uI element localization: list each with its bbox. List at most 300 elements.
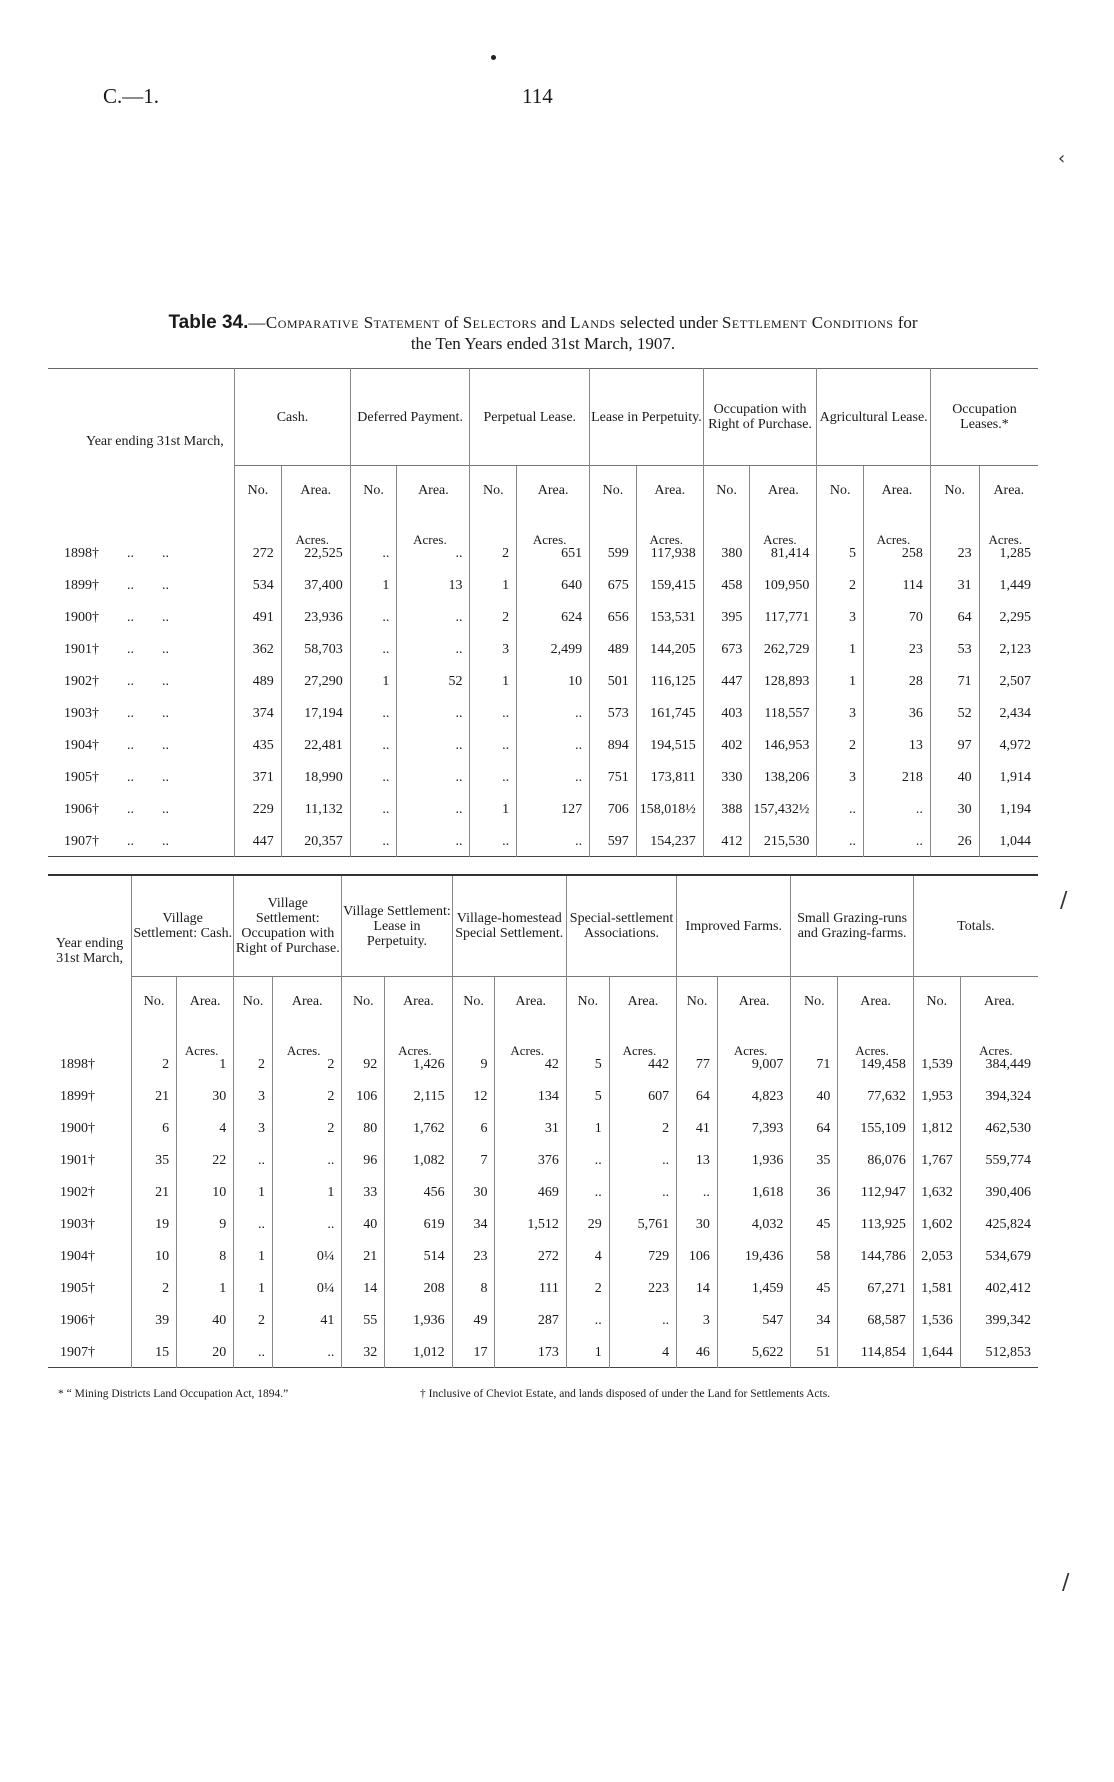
- year-header: Year ending 31st March,: [55, 935, 124, 966]
- cell-no: [452, 1079, 495, 1111]
- cell-value: 1: [219, 1057, 227, 1072]
- cell-area: [609, 1079, 676, 1111]
- cell-value: 55: [363, 1313, 378, 1328]
- cell-area: [609, 1111, 676, 1143]
- cell-value: 489: [607, 642, 629, 657]
- cell-no: [132, 1303, 177, 1335]
- table-row: [48, 1207, 1038, 1239]
- table-row: [48, 728, 1038, 760]
- cell-value: ..: [575, 706, 583, 721]
- cell-no: [452, 1335, 495, 1367]
- cell-value: ..: [575, 738, 583, 753]
- cell-value: 42: [544, 1057, 559, 1072]
- cell-value: 1: [594, 1121, 602, 1136]
- year-cell: [48, 1271, 132, 1303]
- cell-no: [132, 1239, 177, 1271]
- cell-value: 1,285: [999, 546, 1031, 561]
- cell-value: 117,938: [650, 546, 696, 561]
- year-label: 1901†: [64, 642, 99, 657]
- cell-area: [281, 792, 350, 824]
- cell-area: [750, 664, 817, 696]
- cell-value: 4: [594, 1249, 602, 1264]
- cell-area: [979, 632, 1038, 664]
- cell-area: [636, 514, 703, 568]
- cell-value: 1,618: [751, 1185, 784, 1200]
- title-part: for: [893, 313, 918, 332]
- cell-value: 49: [473, 1313, 488, 1328]
- cell-value: 22: [212, 1153, 227, 1168]
- cell-value: 388: [721, 802, 743, 817]
- cell-value: 19,436: [744, 1249, 784, 1264]
- cell-area: [609, 1143, 676, 1175]
- leader-dots: .. ..: [99, 770, 169, 785]
- unit-label: Acres.: [398, 1043, 432, 1058]
- year-label: 1903†: [64, 706, 99, 721]
- cell-no: [452, 1025, 495, 1079]
- cell-value: ..: [258, 1153, 265, 1168]
- cell-no: [913, 1079, 960, 1111]
- cell-value: 58,703: [304, 642, 343, 657]
- cell-value: 14: [363, 1281, 378, 1296]
- column-header-area: Area.: [838, 977, 914, 1026]
- cell-value: 2: [162, 1057, 170, 1072]
- year-label: 1898†: [64, 546, 99, 561]
- cell-area: [750, 792, 817, 824]
- unit-label: Acres.: [510, 1043, 544, 1058]
- year-cell: [48, 1175, 132, 1207]
- cell-value: 2,434: [999, 706, 1031, 721]
- year-label: 1900†: [60, 1121, 95, 1136]
- cell-no: [791, 1303, 838, 1335]
- title-line-2: the Ten Years ended 31st March, 1907.: [410, 334, 676, 353]
- table-row: [48, 696, 1038, 728]
- cell-no: [703, 600, 750, 632]
- cell-area: [717, 1111, 790, 1143]
- cell-value: 36: [908, 706, 923, 721]
- cell-value: 109,950: [763, 578, 810, 593]
- cell-value: 751: [607, 770, 629, 785]
- cell-value: ..: [382, 610, 390, 625]
- cell-no: [703, 632, 750, 664]
- cell-area: [495, 1239, 566, 1271]
- cell-value: 1,194: [999, 802, 1031, 817]
- cell-area: [979, 824, 1038, 856]
- cell-value: 19: [155, 1217, 170, 1232]
- column-group-header: Village Settlement: Occupation with Right of Purchase.: [234, 875, 342, 977]
- cell-area: [273, 1303, 342, 1335]
- column-header-no: No.: [566, 977, 609, 1026]
- cell-value: ..: [662, 1153, 670, 1168]
- cell-area: [838, 1025, 914, 1079]
- table-lower: [48, 874, 1038, 1368]
- cell-area: [863, 792, 930, 824]
- cell-value: 117,771: [764, 610, 810, 625]
- cell-value: 118,557: [764, 706, 810, 721]
- cell-area: [960, 1143, 1038, 1175]
- cell-value: 159,415: [650, 578, 696, 593]
- unit-label: Acres.: [413, 532, 447, 547]
- cell-value: 1,936: [413, 1313, 445, 1328]
- year-label: 1902†: [64, 674, 99, 689]
- cell-value: 58: [816, 1249, 831, 1264]
- cell-value: 17,194: [304, 706, 343, 721]
- cell-value: 9: [480, 1057, 488, 1072]
- cell-no: [470, 792, 517, 824]
- cell-no: [350, 632, 397, 664]
- cell-value: ..: [258, 1344, 265, 1360]
- cell-area: [960, 1111, 1038, 1143]
- cell-value: ..: [258, 1217, 265, 1232]
- unit-label: Acres.: [532, 532, 567, 547]
- cell-value: 4,032: [751, 1217, 784, 1232]
- cell-area: [177, 1303, 234, 1335]
- cell-value: 2,499: [550, 642, 583, 657]
- year-cell: [48, 824, 235, 856]
- cell-value: ..: [382, 706, 390, 721]
- cell-value: 112,947: [860, 1185, 906, 1200]
- cell-value: 607: [648, 1089, 670, 1104]
- cell-value: 12: [473, 1089, 488, 1104]
- cell-value: 673: [721, 642, 743, 657]
- cell-value: 40: [816, 1089, 831, 1104]
- cell-area: [177, 1207, 234, 1239]
- cell-area: [385, 1175, 452, 1207]
- cell-no: [791, 1271, 838, 1303]
- cell-area: [397, 760, 470, 792]
- cell-area: [863, 824, 930, 856]
- cell-area: [281, 696, 350, 728]
- cell-value: ..: [327, 1217, 335, 1232]
- cell-no: [677, 1239, 718, 1271]
- cell-value: 92: [363, 1057, 378, 1072]
- cell-area: [636, 728, 703, 760]
- cell-value: 215,530: [763, 833, 810, 849]
- cell-value: 573: [607, 706, 629, 721]
- cell-area: [385, 1271, 452, 1303]
- cell-value: 173,811: [650, 770, 696, 785]
- cell-value: 157,432½: [753, 802, 810, 817]
- cell-no: [234, 1207, 273, 1239]
- cell-area: [960, 1271, 1038, 1303]
- cell-area: [177, 1025, 234, 1079]
- cell-no: [930, 632, 979, 664]
- cell-area: [517, 664, 590, 696]
- cell-area: [177, 1175, 234, 1207]
- cell-area: [517, 632, 590, 664]
- cell-no: [590, 696, 637, 728]
- cell-area: [495, 1335, 566, 1367]
- cell-value: 4,972: [999, 738, 1031, 753]
- cell-value: 403: [721, 706, 743, 721]
- cell-value: 384,449: [985, 1057, 1031, 1072]
- cell-area: [717, 1335, 790, 1367]
- cell-no: [132, 1079, 177, 1111]
- cell-no: [235, 728, 282, 760]
- cell-value: ..: [702, 1185, 710, 1200]
- cell-value: 3: [848, 770, 856, 785]
- cell-area: [750, 760, 817, 792]
- year-cell: [48, 696, 235, 728]
- cell-value: 13: [908, 738, 923, 753]
- cell-area: [273, 1239, 342, 1271]
- year-label: 1900†: [64, 610, 99, 625]
- cell-value: 1: [258, 1185, 265, 1200]
- column-header-no: No.: [590, 466, 637, 515]
- cell-no: [234, 1175, 273, 1207]
- cell-no: [470, 514, 517, 568]
- cell-area: [517, 514, 590, 568]
- column-group-header: Village Settlement: Cash.: [132, 875, 234, 977]
- leader-dots: .. ..: [99, 738, 169, 753]
- cell-no: [342, 1303, 385, 1335]
- leader-dots: .. ..: [99, 802, 169, 817]
- cell-no: [817, 514, 864, 568]
- cell-no: [590, 600, 637, 632]
- cell-value: 127: [561, 802, 583, 817]
- cell-area: [385, 1303, 452, 1335]
- cell-value: 2: [327, 1089, 335, 1104]
- cell-no: [566, 1025, 609, 1079]
- column-header-no: No.: [350, 466, 397, 515]
- column-group-header: Agricultural Lease.: [817, 369, 931, 466]
- cell-no: [235, 792, 282, 824]
- cell-value: 114: [902, 578, 923, 593]
- title-part: Settlement Conditions: [721, 313, 894, 332]
- column-header-no: No.: [235, 466, 282, 515]
- cell-value: 116,125: [650, 674, 696, 689]
- leader-dots: .. ..: [99, 578, 169, 593]
- cell-no: [590, 792, 637, 824]
- cell-area: [273, 1335, 342, 1367]
- year-cell: [48, 728, 235, 760]
- footnote-star: * “ Mining Districts Land Occupation Act, 1894.”: [58, 1388, 289, 1400]
- column-header-area: Area.: [960, 977, 1038, 1026]
- cell-no: [590, 664, 637, 696]
- table-row: [48, 600, 1038, 632]
- cell-value: 599: [607, 546, 629, 561]
- column-group-header: Occupation with Right of Purchase.: [703, 369, 817, 466]
- cell-value: 2: [327, 1057, 335, 1072]
- cell-value: 514: [423, 1249, 445, 1264]
- cell-no: [452, 1207, 495, 1239]
- cell-value: 23: [908, 642, 923, 657]
- cell-area: [717, 1207, 790, 1239]
- cell-no: [791, 1175, 838, 1207]
- table-row: [48, 760, 1038, 792]
- cell-value: 7: [480, 1153, 488, 1168]
- table-number: Table 34.: [168, 312, 249, 333]
- cell-no: [913, 1239, 960, 1271]
- cell-area: [838, 1207, 914, 1239]
- cell-value: 1: [848, 642, 856, 657]
- cell-value: ..: [382, 642, 390, 657]
- cell-value: 144,786: [860, 1249, 906, 1264]
- cell-value: 34: [473, 1217, 488, 1232]
- cell-area: [177, 1079, 234, 1111]
- cell-value: 229: [252, 802, 274, 817]
- cell-no: [235, 514, 282, 568]
- cell-no: [566, 1175, 609, 1207]
- footnote-dagger: † Inclusive of Cheviot Estate, and lands disposed of under the Land for Settlements Acts.: [420, 1388, 831, 1400]
- cell-value: 153,531: [650, 610, 696, 625]
- cell-area: [750, 514, 817, 568]
- cell-area: [979, 600, 1038, 632]
- cell-area: [863, 632, 930, 664]
- cell-no: [350, 792, 397, 824]
- cell-no: [350, 600, 397, 632]
- cell-value: 374: [252, 706, 274, 721]
- column-group-header: Improved Farms.: [677, 875, 791, 977]
- leader-dots: .. ..: [99, 546, 169, 561]
- cell-value: 45: [816, 1281, 831, 1296]
- cell-value: ..: [455, 833, 463, 849]
- cell-value: 31: [957, 578, 972, 593]
- cell-value: 1,082: [413, 1153, 445, 1168]
- cell-value: 144,205: [650, 642, 696, 657]
- cell-area: [979, 792, 1038, 824]
- cell-area: [838, 1175, 914, 1207]
- cell-value: 1: [502, 674, 510, 689]
- cell-value: 894: [607, 738, 629, 753]
- cell-area: [397, 728, 470, 760]
- cell-value: 1,426: [413, 1057, 445, 1072]
- cell-no: [234, 1303, 273, 1335]
- cell-area: [979, 728, 1038, 760]
- cell-no: [590, 632, 637, 664]
- column-header-area: Area.: [609, 977, 676, 1026]
- year-cell: [48, 632, 235, 664]
- cell-no: [677, 1335, 718, 1367]
- cell-no: [590, 760, 637, 792]
- cell-area: [863, 664, 930, 696]
- cell-value: 30: [957, 802, 972, 817]
- cell-no: [817, 664, 864, 696]
- cell-value: 21: [363, 1249, 378, 1264]
- cell-no: [930, 728, 979, 760]
- cell-area: [385, 1025, 452, 1079]
- cell-area: [517, 824, 590, 856]
- cell-area: [979, 568, 1038, 600]
- cell-value: 194,515: [650, 738, 696, 753]
- cell-no: [913, 1143, 960, 1175]
- column-group-header: Village Settlement: Lease in Perpetuity.: [342, 875, 452, 977]
- cell-value: 399,342: [985, 1313, 1031, 1328]
- cell-no: [913, 1335, 960, 1367]
- cell-value: 412: [721, 833, 743, 849]
- cell-no: [913, 1175, 960, 1207]
- cell-value: 8: [480, 1281, 488, 1296]
- cell-value: 1,644: [921, 1344, 953, 1360]
- cell-area: [281, 600, 350, 632]
- cell-no: [791, 1335, 838, 1367]
- unit-label: Acres.: [286, 1043, 321, 1058]
- column-group-header: Special-settlement Associations.: [566, 875, 676, 977]
- cell-area: [177, 1335, 234, 1367]
- cell-area: [717, 1025, 790, 1079]
- cell-value: ..: [455, 706, 463, 721]
- cell-value: 71: [816, 1057, 831, 1072]
- column-header-no: No.: [817, 466, 864, 515]
- cell-value: 706: [607, 802, 629, 817]
- cell-area: [273, 1025, 342, 1079]
- cell-no: [913, 1207, 960, 1239]
- cell-no: [703, 792, 750, 824]
- year-label: 1907†: [64, 833, 99, 849]
- column-group-header: Lease in Perpetuity.: [590, 369, 704, 466]
- page-number: 114: [522, 84, 553, 108]
- cell-no: [791, 1207, 838, 1239]
- cell-value: ..: [382, 546, 390, 561]
- cell-value: 21: [155, 1089, 170, 1104]
- cell-value: 35: [155, 1153, 170, 1168]
- cell-value: 2: [258, 1057, 265, 1072]
- leader-dots: .. ..: [99, 674, 169, 689]
- cell-value: 11,132: [304, 802, 343, 817]
- year-label: 1904†: [64, 738, 99, 753]
- cell-value: 559,774: [985, 1153, 1031, 1168]
- cell-value: 28: [908, 674, 923, 689]
- table-row: [48, 824, 1038, 856]
- cell-value: 22,525: [304, 546, 343, 561]
- year-header: Year ending 31st March,: [86, 434, 224, 449]
- cell-value: ..: [382, 833, 390, 849]
- cell-value: 15: [155, 1344, 170, 1360]
- cell-value: 35: [816, 1153, 831, 1168]
- cell-value: 1: [219, 1281, 227, 1296]
- cell-area: [960, 1303, 1038, 1335]
- cell-no: [703, 824, 750, 856]
- cell-value: 262,729: [763, 642, 810, 657]
- table-row: [48, 632, 1038, 664]
- cell-value: 2,507: [999, 674, 1031, 689]
- cell-value: 30: [473, 1185, 488, 1200]
- cell-value: 9,007: [751, 1057, 784, 1072]
- cell-value: 1: [382, 578, 390, 593]
- cell-value: 53: [957, 642, 972, 657]
- cell-value: 376: [537, 1153, 559, 1168]
- cell-no: [452, 1143, 495, 1175]
- cell-area: [979, 760, 1038, 792]
- cell-area: [863, 514, 930, 568]
- cell-area: [863, 568, 930, 600]
- cell-value: 114,854: [860, 1344, 906, 1360]
- cell-value: ..: [594, 1313, 602, 1328]
- cell-no: [817, 792, 864, 824]
- cell-value: 64: [816, 1121, 831, 1136]
- unit-label: Acres.: [184, 1043, 219, 1058]
- unit-label: Acres.: [295, 532, 330, 547]
- cell-value: 1,044: [999, 833, 1031, 849]
- cell-area: [636, 664, 703, 696]
- cell-value: 0¼: [316, 1249, 335, 1264]
- cell-no: [703, 568, 750, 600]
- title-part: and: [537, 313, 571, 332]
- cell-area: [636, 696, 703, 728]
- cell-no: [350, 824, 397, 856]
- cell-value: 13: [695, 1153, 710, 1168]
- cell-no: [566, 1143, 609, 1175]
- column-header-no: No.: [342, 977, 385, 1026]
- year-cell: [48, 760, 235, 792]
- cell-no: [235, 760, 282, 792]
- cell-area: [636, 568, 703, 600]
- cell-value: 442: [648, 1057, 670, 1072]
- cell-area: [495, 1025, 566, 1079]
- cell-value: 534,679: [985, 1249, 1031, 1264]
- cell-no: [590, 728, 637, 760]
- cell-value: 619: [423, 1217, 445, 1232]
- column-header-no: No.: [452, 977, 495, 1026]
